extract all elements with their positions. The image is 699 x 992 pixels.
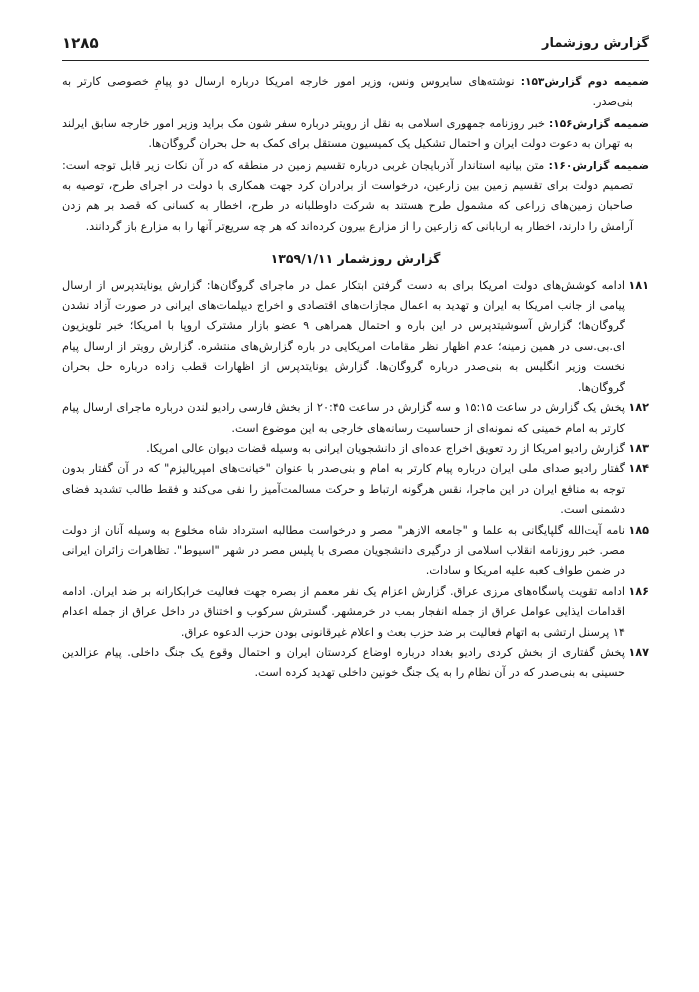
report-entry — [62, 643, 649, 684]
report-entry — [62, 582, 649, 643]
annex-text: نوشته‌های سایروس ونس، وزیر امور خارجه امریکا درباره ارسال دو پیامِ خصوصی کارتر به بنی‌صدر. — [62, 75, 633, 109]
entry-text: ادامه کوشش‌های دولت امریکا برای به دست گرفتن ابتکار عمل در ماجرای گروگان‌ها: گزارش یونایتدپرس از ارسال پیامی از جانب امریکا به ایران و تهدید به اعمال مجازات‌های اقتصادی و اخراج دیپلمات‌های ایرانی در صورت آزاد نشدن گروگان‌ها؛ گزارش آسوشیتدپرس در این باره و احتمال همراهی ۹ عضو بازار مشترک اروپا با امریکا؛ خبر تلویزیون ای.بی.سی در همین زمینه؛ عدم اظهار نظر مقامات امریکایی در باره گزارش‌های منتشره. گزارش رویتر از ارسال پیام نخست وزیر انگلیس به بنی‌صدر درباره گروگان‌ها. گزارش یونایتدپرس از اظهارات قطب زاده درباره حل بحران گروگان‌ها. — [62, 278, 625, 394]
annex-text: خبر روزنامه جمهوری اسلامی به نقل از رویتر درباره سفر شون مک براید وزیر امور خارجه سابق ایرلند به تهران به دعوت دولت ایران و احتمال تشکیل یک کمیسیون مستقل برای کمک به حل بحران گروگان‌ها. — [62, 116, 633, 151]
running-title: گزارش روزشمار — [542, 36, 649, 51]
report-entry — [62, 439, 649, 459]
entry-text: گفتار رادیو صدای ملی ایران درباره پیام کارتر به امام و بنی‌صدر با عنوان "خیانت‌های امپریالیزم" که در آن گفتار بدون توجه به منافع ایران در این ماجرا، نقس هرگونه ارتباط و حرکت مسالمت‌آمیز را نفی می‌کند و فقط طالب تشدید فضای دشمنی است. — [62, 462, 625, 517]
annex-item — [62, 72, 649, 113]
annex-text: متن بیانیه استاندار آذربایجان غربی درباره تقسیم زمین در منطقه که در آن نکات زیر قابل توجه است: تصمیم دولت برای تقسیم زمین بین زارعین، درخواست از برادران کرد جهت همکاری با دولت در اجرای طرح، توصیه به صاحبان زمین‌های زراعی که مشمول طرح هستند به شرکت داوطلبانه در طرح، اخطار به کسانی که قصد بر هم زدن آرامش را دارند، اخطار به اربابانی که زارعین را از مزارع بیرون کرده‌اند که هر چه سریع‌تر آنها را به مزارع باز گردانند. — [62, 158, 633, 233]
entry-number: ۱۸۵ — [628, 523, 649, 537]
report-entry — [62, 521, 649, 582]
entry-number: ۱۸۴ — [628, 462, 649, 476]
report-entry — [62, 398, 649, 439]
entry-text: پخش یک گزارش در ساعت ۱۵:۱۵ و سه گزارش در ساعت ۲۰:۴۵ از بخش فارسی رادیو لندن درباره ماجرای ارسال پیام کارتر به امام خمینی که نمونه‌ای از حساسیت رسانه‌های خارجی به این موضوع است. — [62, 401, 626, 435]
annex-item — [62, 114, 649, 155]
running-header — [62, 34, 649, 61]
entry-number: ۱۸۱ — [628, 278, 649, 292]
page-body — [62, 72, 649, 684]
annex-item — [62, 156, 649, 238]
section-title: گزارش روزشمار ۱۳۵۹/۱/۱۱ — [270, 251, 441, 267]
annex-label: ضمیمه گزارش۱۶۰: — [548, 159, 649, 172]
entry-text: نامه آیت‌الله گلپایگانی به علما و "جامعه الازهر" مصر و درخواست مطالبه استرداد شاه مخلوع به وسیله آنان از دولت مصر. خبر روزنامه انقلاب اسلامی از درگیری دانشجویان مصری با پلیس مصر در شهر "اسیوط". تظاهرات زائران ایرانی در ضمن طواف کعبه علیه امریکا و سادات. — [62, 523, 625, 578]
entry-text: ادامه تقویت پاسگاه‌های مرزی عراق. گزارش اعزام یک نفر معمم از بصره جهت فعالیت خرابکارانه بر ضد ایران. ادامه اقدامات ایذایی عوامل عراق از جمله انفجار بمب در خرمشهر. گسترش سرکوب و اختناق در داخل عراق از جمله اعدام ۱۴ پرسنل ارتشی به اتهام فعالیت بر ضد حزب بعث و اعلام غیرقانونی بودن حزب الدعوه عراق. — [62, 584, 625, 639]
entry-text: گزارش رادیو امریکا از رد تعویق اخراج عده‌ای از دانشجویان ایرانی به وسیله قضات دیوان عالی امریکا. — [146, 441, 625, 455]
report-entry — [62, 276, 649, 398]
entry-number: ۱۸۶ — [628, 584, 649, 598]
annex-label: ضمیمه گزارش۱۵۶: — [549, 117, 649, 130]
page-number: ۱۲۸۵ — [62, 34, 99, 52]
entry-number: ۱۸۳ — [628, 441, 649, 455]
report-entry — [62, 459, 649, 520]
annex-label: ضمیمه دوم گزارش۱۵۳: — [520, 76, 650, 88]
entry-number: ۱۸۷ — [628, 645, 649, 659]
entry-text: پخش گفتاری از بخش کردی رادیو بغداد درباره اوضاع کردستان ایران و احتمال وقوع یک جنگ داخلی. پیام عزالدین حسینی به بنی‌صدر که در آن نظام را به یک جنگ خونین داخلی تهدید کرده است. — [62, 645, 625, 680]
entry-number: ۱۸۲ — [628, 401, 649, 415]
